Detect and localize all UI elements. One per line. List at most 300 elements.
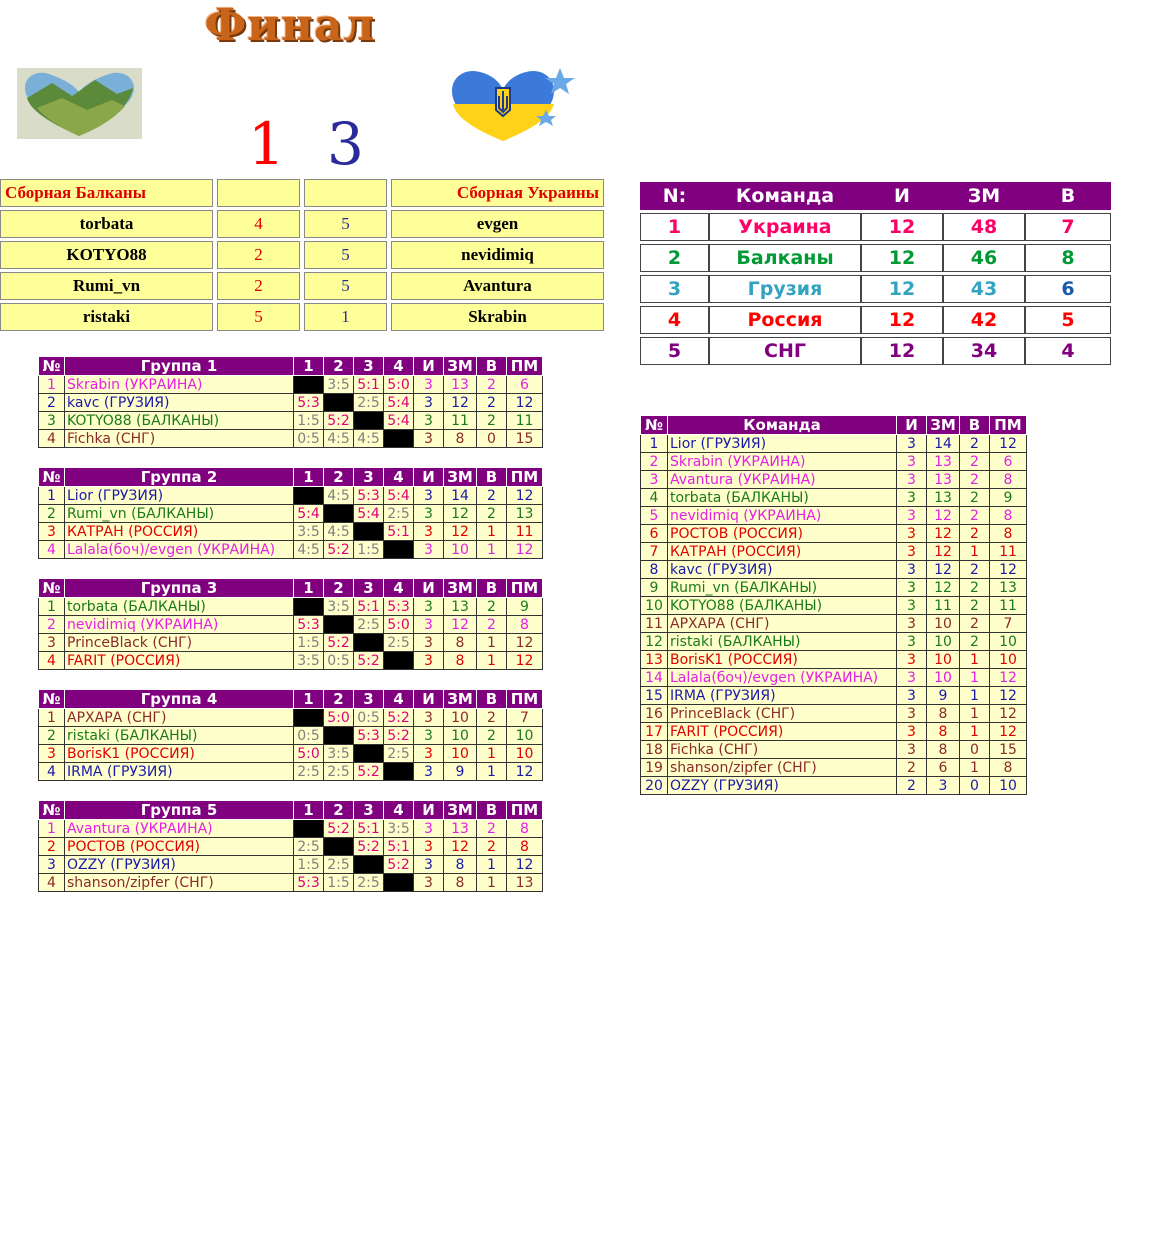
group-result-cell: 5:4 [354,505,384,523]
players-name: shanson/zipfer (СНГ) [668,759,897,777]
players-row-num: 2 [641,453,668,471]
group-col-header: В [477,357,507,376]
players-stat-zm: 10 [927,651,960,669]
match-left-score: 4 [217,210,300,238]
group-result-cell: 4:5 [354,430,384,448]
group-result-cell: 5:1 [354,820,384,838]
group-stat-zm: 12 [444,838,477,856]
players-row [641,597,1027,615]
players-stat-pm: 12 [990,705,1027,723]
group-player-name: torbata (БАЛКАНЫ) [65,598,294,616]
group-stat-i: 3 [414,430,444,448]
group-col-header: 3 [354,357,384,376]
group-row [39,856,543,874]
group-self-cell [324,727,354,745]
group-col-header: ЗМ [444,690,477,709]
group-stat-i: 3 [414,394,444,412]
players-stat-i: 3 [897,435,927,453]
group-stat-zm: 13 [444,598,477,616]
team-col-header: И [861,182,943,210]
players-stat-v: 2 [960,633,990,651]
group-row [39,727,543,745]
group-row-num: 2 [39,727,65,745]
match-left-score: 2 [217,272,300,300]
group-stat-zm: 14 [444,487,477,505]
match-right-score: 5 [304,210,387,238]
group-stat-v: 1 [477,652,507,670]
players-row-num: 17 [641,723,668,741]
group-self-cell [324,838,354,856]
group-row [39,874,543,892]
group-col-header: 1 [294,468,324,487]
group-stat-i: 3 [414,523,444,541]
group-stat-zm: 13 [444,820,477,838]
group-result-cell: 1:5 [324,874,354,892]
players-name: Lalala(боч)/evgen (УКРАИНА) [668,669,897,687]
group-title: Группа 1 [65,357,294,376]
team-cell-team: Балканы [709,244,861,272]
players-stat-v: 1 [960,651,990,669]
group-header-row [39,468,543,487]
team-cell-zm: 34 [943,337,1025,365]
group-row [39,430,543,448]
group-result-cell: 5:4 [384,412,414,430]
group-result-cell: 5:0 [384,376,414,394]
players-stat-v: 2 [960,597,990,615]
players-stat-i: 3 [897,507,927,525]
group-result-cell: 3:5 [324,745,354,763]
group-result-cell: 5:3 [354,487,384,505]
group-self-cell [384,874,414,892]
group-result-cell: 5:3 [294,874,324,892]
players-stat-zm: 10 [927,615,960,633]
group-result-cell: 0:5 [324,652,354,670]
players-name: Fichka (СНГ) [668,741,897,759]
group-header-row [39,690,543,709]
group-result-cell: 5:1 [384,523,414,541]
players-name: РОСТОВ (РОССИЯ) [668,525,897,543]
group-stat-pm: 10 [507,745,543,763]
group-self-cell [354,412,384,430]
players-row-num: 7 [641,543,668,561]
players-row [641,507,1027,525]
group-stat-pm: 8 [507,838,543,856]
group-stat-v: 2 [477,394,507,412]
match-table [0,176,608,334]
group-self-cell [294,376,324,394]
players-stat-pm: 12 [990,435,1027,453]
group-row [39,820,543,838]
players-stat-i: 2 [897,777,927,795]
group-player-name: РОСТОВ (РОССИЯ) [65,838,294,856]
group-result-cell: 5:0 [324,709,354,727]
players-name: Rumi_vn (БАЛКАНЫ) [668,579,897,597]
players-stat-pm: 7 [990,615,1027,633]
group-col-header: 1 [294,579,324,598]
group-stat-i: 3 [414,505,444,523]
players-stat-zm: 8 [927,741,960,759]
group-row-num: 2 [39,394,65,412]
group-col-header: 2 [324,801,354,820]
group-result-cell: 5:4 [294,505,324,523]
group-result-cell: 0:5 [294,727,324,745]
group-stat-v: 1 [477,634,507,652]
group-stat-v: 2 [477,820,507,838]
group-row [39,709,543,727]
group-row-num: 4 [39,541,65,559]
group-result-cell: 1:5 [354,541,384,559]
group-col-header: 2 [324,579,354,598]
team-right-name: Сборная Украины [391,179,604,207]
group-result-cell: 5:0 [294,745,324,763]
group-result-cell: 2:5 [324,763,354,781]
group-result-cell: 5:4 [384,487,414,505]
players-row-num: 5 [641,507,668,525]
group-result-cell: 5:2 [384,856,414,874]
players-header [641,416,1027,435]
players-name: torbata (БАЛКАНЫ) [668,489,897,507]
team-cell-zm: 43 [943,275,1025,303]
group-stat-v: 1 [477,874,507,892]
players-stat-pm: 11 [990,597,1027,615]
team-col-header: Команда [709,182,861,210]
group-stat-i: 3 [414,763,444,781]
group-col-header: 1 [294,357,324,376]
group-self-cell [384,763,414,781]
players-stat-pm: 15 [990,741,1027,759]
ukraine-logo [448,66,578,144]
players-name: nevidimiq (УКРАИНА) [668,507,897,525]
group-stat-v: 2 [477,709,507,727]
group-self-cell [294,709,324,727]
group-stat-zm: 10 [444,709,477,727]
group-self-cell [324,616,354,634]
players-row [641,687,1027,705]
players-stat-zm: 12 [927,561,960,579]
group-row-num: 1 [39,709,65,727]
group-row [39,745,543,763]
players-stat-i: 3 [897,705,927,723]
group-title: Группа 4 [65,690,294,709]
players-row [641,561,1027,579]
players-stat-zm: 8 [927,723,960,741]
group-stat-i: 3 [414,598,444,616]
players-stat-pm: 8 [990,525,1027,543]
group-stat-v: 2 [477,616,507,634]
group-col-header: 3 [354,468,384,487]
players-stat-pm: 8 [990,507,1027,525]
team-cell-i: 12 [861,306,943,334]
group-stat-zm: 10 [444,727,477,745]
players-stat-i: 3 [897,543,927,561]
group-result-cell: 1:5 [294,412,324,430]
page-title: Финал [204,0,376,51]
score-left: 1 [248,110,285,178]
match-row [0,210,604,238]
players-stat-pm: 6 [990,453,1027,471]
group-row-num: 3 [39,856,65,874]
players-row-num: 6 [641,525,668,543]
players-stat-i: 3 [897,561,927,579]
group-self-cell [294,598,324,616]
group-table [38,356,543,448]
group-stat-v: 1 [477,745,507,763]
team-cell-i: 12 [861,213,943,241]
group-player-name: Rumi_vn (БАЛКАНЫ) [65,505,294,523]
group-col-header: № [39,357,65,376]
players-stat-v: 2 [960,579,990,597]
group-row [39,634,543,652]
group-result-cell: 5:2 [324,412,354,430]
group-stat-i: 3 [414,652,444,670]
group-stat-zm: 8 [444,874,477,892]
group-row-num: 2 [39,505,65,523]
group-stat-pm: 8 [507,616,543,634]
players-stat-pm: 10 [990,651,1027,669]
group-result-cell: 5:1 [354,598,384,616]
group-table [38,800,543,892]
players-stat-v: 0 [960,741,990,759]
team-cell-i: 12 [861,275,943,303]
match-left-player: KOTYO88 [0,241,213,269]
group-col-header: ПМ [507,579,543,598]
players-row [641,579,1027,597]
group-result-cell: 5:2 [384,727,414,745]
players-stat-pm: 11 [990,543,1027,561]
players-row [641,615,1027,633]
group-stat-pm: 10 [507,727,543,745]
players-stat-i: 3 [897,525,927,543]
group-col-header: ЗМ [444,801,477,820]
match-right-score: 1 [304,303,387,331]
players-col-header: Команда [668,416,897,435]
group-row [39,838,543,856]
team-row [640,275,1111,303]
players-col-header: ПМ [990,416,1027,435]
match-row [0,303,604,331]
group-stat-zm: 10 [444,745,477,763]
group-self-cell [384,541,414,559]
group-stat-pm: 11 [507,523,543,541]
players-row [641,525,1027,543]
group-row-num: 4 [39,763,65,781]
group-result-cell: 5:2 [354,652,384,670]
group-col-header: 3 [354,801,384,820]
group-col-header: ПМ [507,690,543,709]
group-stat-pm: 6 [507,376,543,394]
group-row-num: 1 [39,487,65,505]
group-self-cell [354,745,384,763]
group-stat-zm: 13 [444,376,477,394]
match-right-player: Avantura [391,272,604,300]
players-name: BorisK1 (РОССИЯ) [668,651,897,669]
group-header-row [39,801,543,820]
group-stat-i: 3 [414,616,444,634]
group-stat-pm: 7 [507,709,543,727]
group-row [39,523,543,541]
group-col-header: В [477,801,507,820]
group-result-cell: 5:1 [384,838,414,856]
group-result-cell: 2:5 [294,838,324,856]
group-row-num: 1 [39,820,65,838]
players-stat-v: 1 [960,723,990,741]
group-result-cell: 3:5 [324,376,354,394]
team-cell-v: 7 [1025,213,1111,241]
players-stat-pm: 8 [990,471,1027,489]
group-stat-pm: 12 [507,763,543,781]
players-stat-pm: 10 [990,633,1027,651]
team-row [640,213,1111,241]
players-stat-v: 1 [960,687,990,705]
group-row-num: 3 [39,523,65,541]
match-left-score: 2 [217,241,300,269]
players-row-num: 19 [641,759,668,777]
team-cell-v: 4 [1025,337,1111,365]
players-stat-pm: 12 [990,669,1027,687]
group-col-header: № [39,690,65,709]
players-stat-zm: 10 [927,633,960,651]
match-right-player: evgen [391,210,604,238]
group-self-cell [384,430,414,448]
group-table [38,578,543,670]
group-stat-pm: 9 [507,598,543,616]
group-col-header: 2 [324,690,354,709]
team-cell-n: 2 [640,244,709,272]
group-stat-v: 2 [477,487,507,505]
group-stat-pm: 12 [507,856,543,874]
balkans-logo [17,68,142,139]
players-name: АРХАРА (СНГ) [668,615,897,633]
score-cell [217,179,300,207]
group-stat-i: 3 [414,874,444,892]
players-row [641,777,1027,795]
players-stat-pm: 12 [990,687,1027,705]
group-stat-pm: 12 [507,487,543,505]
team-cell-team: Грузия [709,275,861,303]
players-row [641,489,1027,507]
group-stat-pm: 11 [507,412,543,430]
group-self-cell [324,505,354,523]
group-result-cell: 2:5 [354,874,384,892]
group-player-name: shanson/zipfer (СНГ) [65,874,294,892]
group-col-header: ЗМ [444,579,477,598]
players-stat-v: 2 [960,525,990,543]
group-result-cell: 5:2 [384,709,414,727]
group-col-header: № [39,468,65,487]
group-row [39,541,543,559]
players-row [641,705,1027,723]
players-stat-pm: 9 [990,489,1027,507]
team-cell-i: 12 [861,244,943,272]
team-left-name: Сборная Балканы [0,179,213,207]
group-result-cell: 5:3 [384,598,414,616]
players-stat-i: 2 [897,759,927,777]
team-cell-zm: 42 [943,306,1025,334]
group-stat-v: 2 [477,376,507,394]
group-stat-pm: 12 [507,541,543,559]
match-header-row [0,179,604,207]
players-stat-zm: 3 [927,777,960,795]
players-stat-zm: 13 [927,489,960,507]
team-cell-n: 4 [640,306,709,334]
group-player-name: KOTYO88 (БАЛКАНЫ) [65,412,294,430]
players-name: FARIT (РОССИЯ) [668,723,897,741]
group-result-cell: 5:2 [324,820,354,838]
group-col-header: И [414,690,444,709]
group-col-header: № [39,801,65,820]
group-stat-pm: 15 [507,430,543,448]
group-stat-zm: 9 [444,763,477,781]
players-name: kavc (ГРУЗИЯ) [668,561,897,579]
players-stat-i: 3 [897,633,927,651]
group-player-name: FARIT (РОССИЯ) [65,652,294,670]
match-left-player: torbata [0,210,213,238]
players-row-num: 9 [641,579,668,597]
group-result-cell: 5:2 [354,838,384,856]
group-col-header: 4 [384,690,414,709]
group-stat-pm: 13 [507,874,543,892]
group-result-cell: 2:5 [294,763,324,781]
players-stat-v: 2 [960,489,990,507]
group-row [39,652,543,670]
group-col-header: 4 [384,579,414,598]
group-row-num: 1 [39,598,65,616]
group-result-cell: 3:5 [294,652,324,670]
players-stat-zm: 6 [927,759,960,777]
group-col-header: В [477,468,507,487]
group-table [38,467,543,559]
match-left-player: Rumi_vn [0,272,213,300]
group-player-name: kavc (ГРУЗИЯ) [65,394,294,412]
players-stat-i: 3 [897,453,927,471]
players-name: KOTYO88 (БАЛКАНЫ) [668,597,897,615]
group-stat-i: 3 [414,838,444,856]
group-result-cell: 5:2 [324,634,354,652]
group-result-cell: 4:5 [324,523,354,541]
group-self-cell [294,487,324,505]
group-stat-v: 1 [477,856,507,874]
group-row [39,616,543,634]
group-table [38,689,543,781]
group-player-name: АРХАРА (СНГ) [65,709,294,727]
group-result-cell: 1:5 [294,634,324,652]
players-stat-zm: 12 [927,579,960,597]
players-stat-pm: 12 [990,561,1027,579]
team-cell-v: 6 [1025,275,1111,303]
group-result-cell: 5:4 [384,394,414,412]
players-stat-pm: 8 [990,759,1027,777]
group-col-header: И [414,357,444,376]
group-col-header: ПМ [507,468,543,487]
group-player-name: BorisK1 (РОССИЯ) [65,745,294,763]
players-stat-zm: 10 [927,669,960,687]
players-name: IRMA (ГРУЗИЯ) [668,687,897,705]
players-stat-pm: 13 [990,579,1027,597]
group-stat-pm: 12 [507,394,543,412]
players-col-header: № [641,416,668,435]
players-name: PrinceBlack (СНГ) [668,705,897,723]
group-result-cell: 4:5 [324,430,354,448]
match-right-player: nevidimiq [391,241,604,269]
players-row-num: 3 [641,471,668,489]
group-result-cell: 3:5 [294,523,324,541]
group-result-cell: 5:3 [294,616,324,634]
group-row-num: 1 [39,376,65,394]
team-standings [640,179,1111,368]
players-name: КАТРАН (РОССИЯ) [668,543,897,561]
group-row-num: 2 [39,616,65,634]
players-row [641,651,1027,669]
